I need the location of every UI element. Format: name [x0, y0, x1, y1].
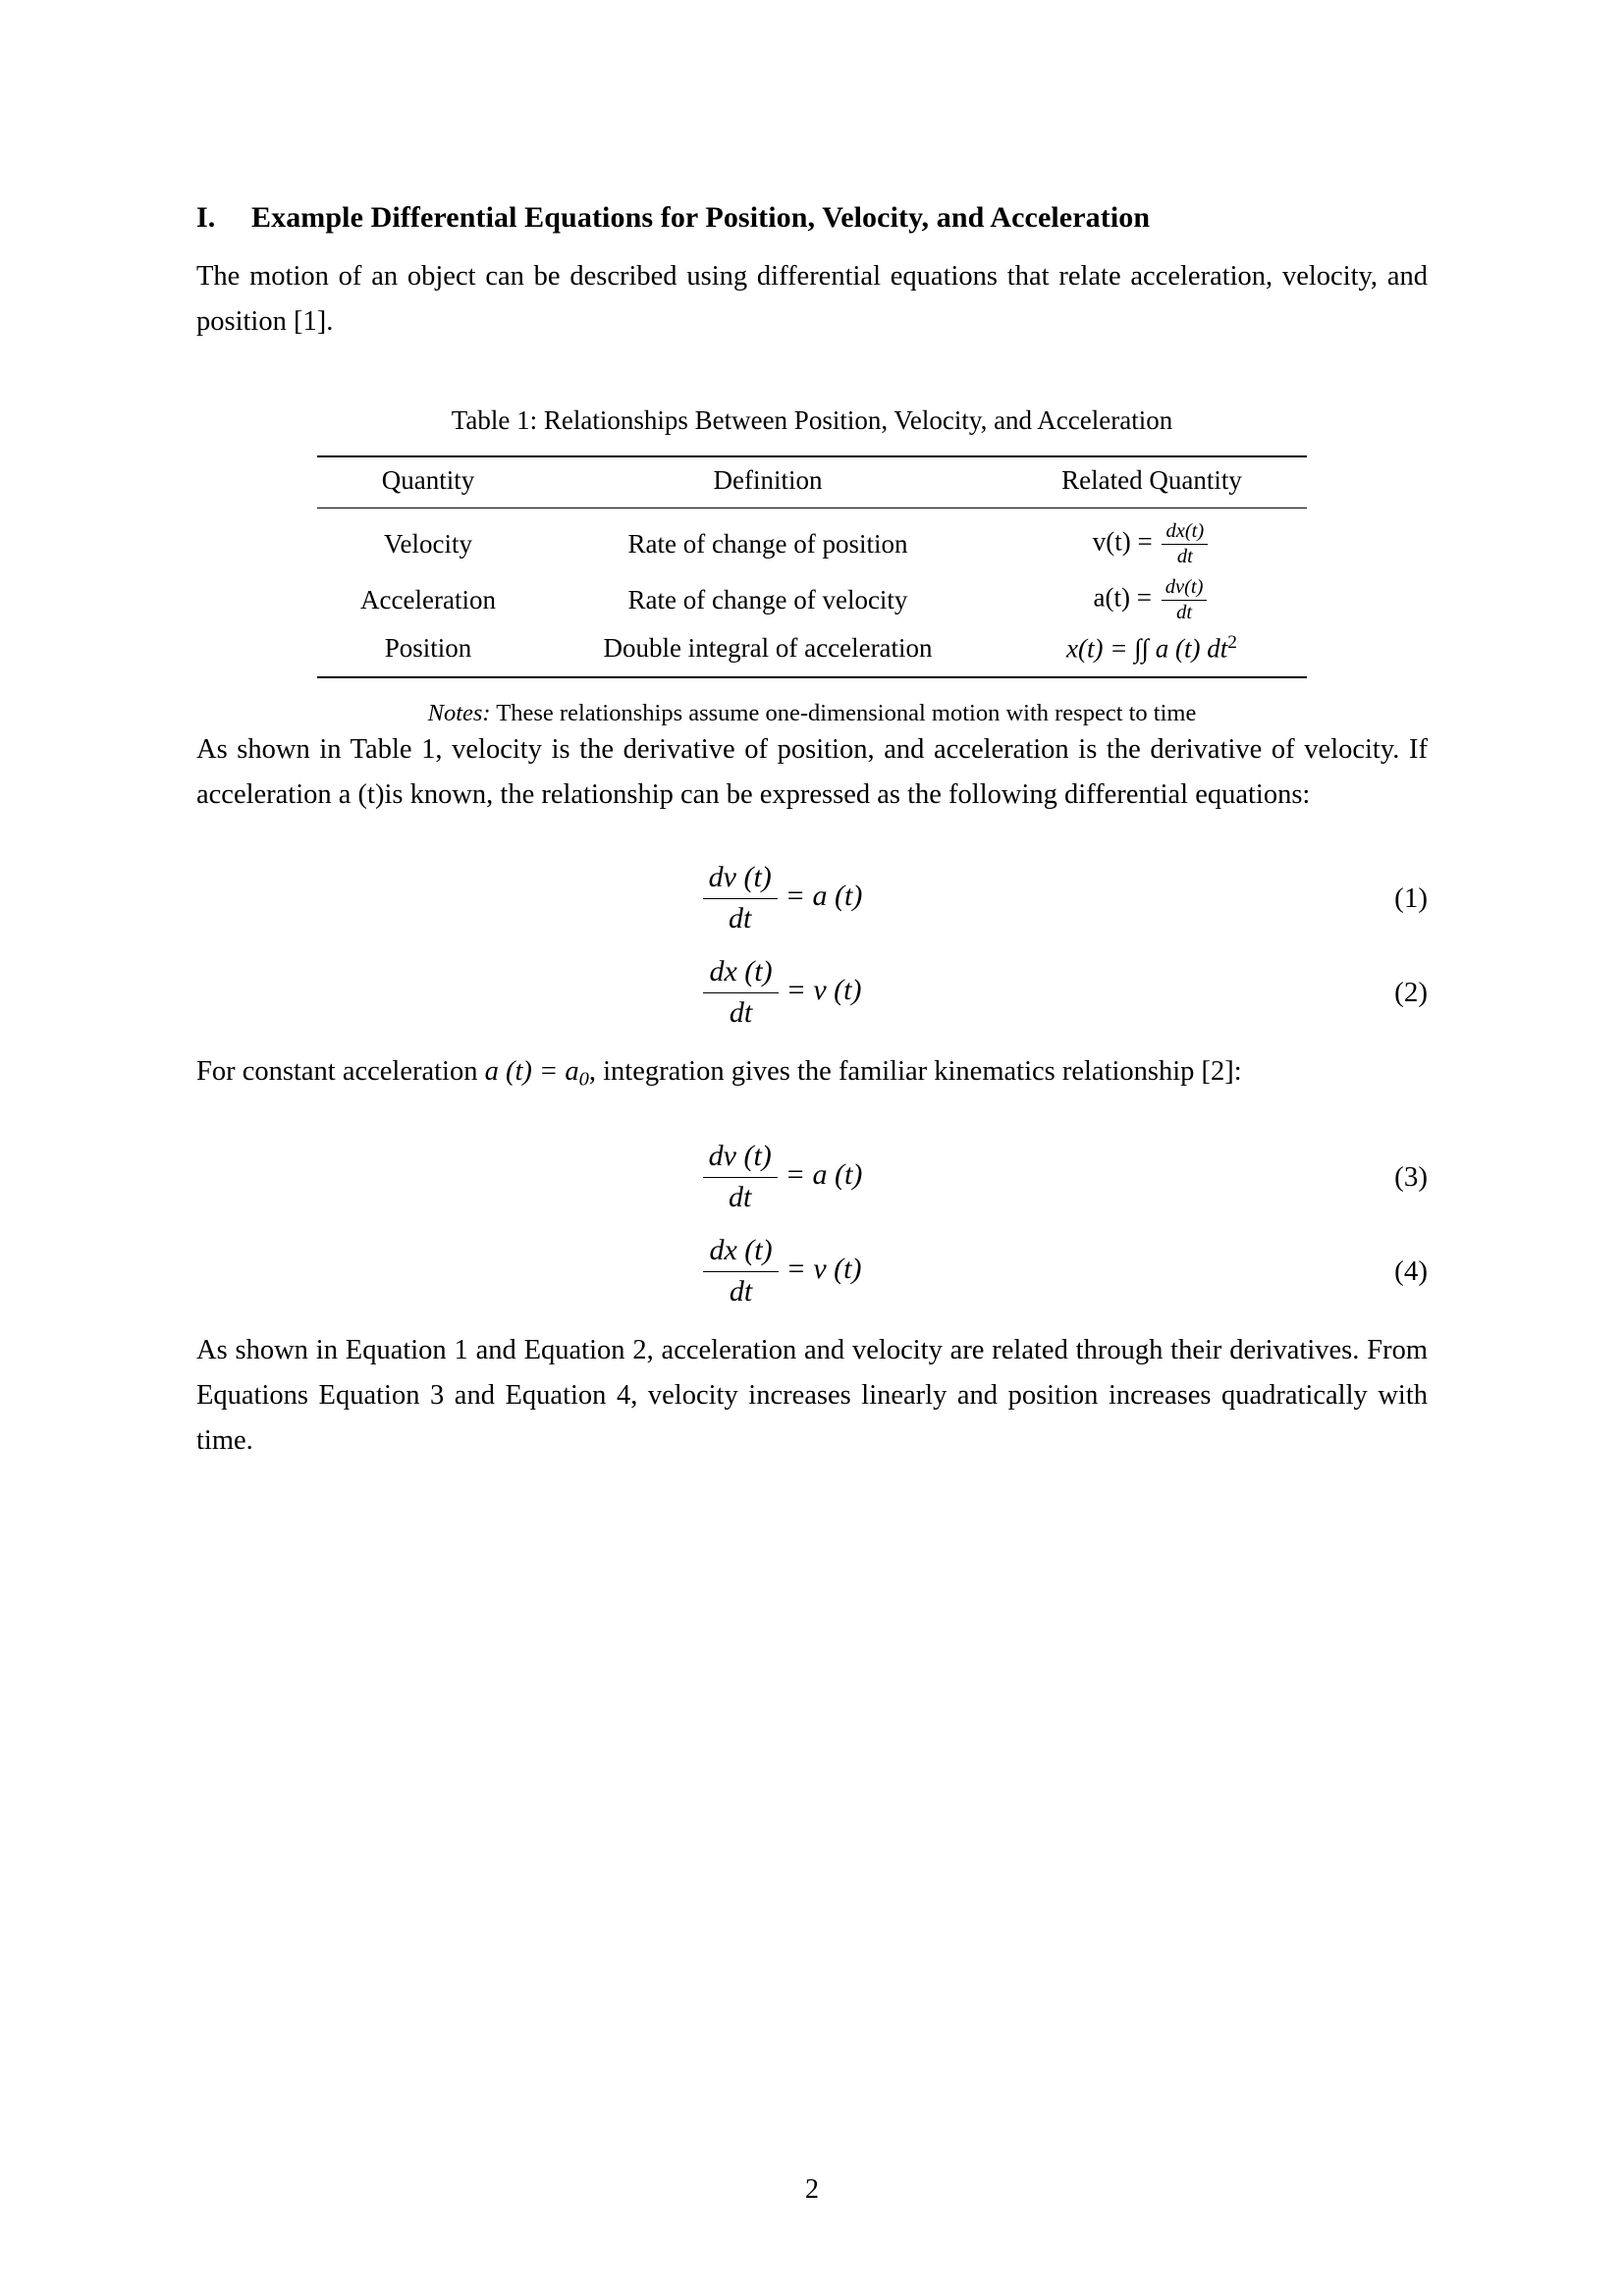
intro-paragraph: The motion of an object can be described using differential equations that relate acceleration, velocity, and position [1].	[196, 261, 1428, 338]
table-row	[317, 508, 1307, 572]
fraction-denominator: dt	[729, 1274, 753, 1308]
equation-rhs: = v (t)	[785, 1253, 862, 1286]
equation-tag: (4)	[1394, 1255, 1428, 1287]
equation-row	[196, 861, 1428, 955]
equation-body	[196, 955, 1428, 1031]
cell-definition: Rate of change of position	[539, 508, 997, 572]
equation-block-1	[196, 861, 1428, 1049]
fraction-denominator: dt	[1176, 602, 1193, 624]
fraction-numerator: dv(t)	[1162, 576, 1208, 601]
fraction-denominator: dt	[1176, 546, 1193, 568]
column-header-quantity: Quantity	[317, 456, 539, 508]
equation-row	[196, 1234, 1428, 1328]
related-lhs: x(t) = ∫∫ a (t) dt	[1066, 633, 1228, 664]
related-fraction	[1162, 576, 1208, 624]
cell-definition: Rate of change of velocity	[627, 585, 908, 615]
const-accel-subscript: 0	[578, 1068, 589, 1091]
fraction-numerator: dx (t)	[703, 955, 778, 993]
section-number: I.	[196, 201, 216, 234]
equation-body	[196, 1140, 1428, 1215]
table-notes-label: Notes:	[427, 699, 491, 726]
equation-tag: (1)	[1394, 881, 1428, 914]
fraction-numerator: dx(t)	[1162, 520, 1208, 545]
related-fraction	[1162, 520, 1208, 568]
table-header	[317, 456, 1307, 508]
fraction-denominator: dt	[729, 1180, 752, 1213]
column-header-related-quantity: Related Quantity	[997, 456, 1307, 508]
table-body	[317, 508, 1307, 677]
equation-fraction	[703, 955, 778, 1031]
cell-related-quantity	[997, 572, 1307, 628]
table-1-block	[196, 405, 1428, 726]
equation-rhs: = a (t)	[785, 880, 863, 913]
table-caption: Table 1: Relationships Between Position, Velocity, and Acceleration	[451, 405, 1173, 436]
equation-fraction	[703, 1234, 778, 1309]
related-lhs: a(t) =	[1093, 583, 1152, 614]
relationships-table	[317, 455, 1307, 677]
const-text-post: , integration gives the familiar kinematics relationship [2]:	[588, 1055, 1242, 1087]
cell-definition: Double integral of acceleration	[539, 628, 997, 676]
cell-related-quantity	[997, 508, 1307, 572]
equation-tag: (3)	[1394, 1160, 1428, 1193]
cell-quantity: Acceleration	[360, 585, 496, 615]
equation-body	[196, 861, 1428, 936]
cell-quantity: Position	[317, 628, 539, 676]
table-notes-text: These relationships assume one-dimensional motion with respect to time	[496, 699, 1197, 726]
column-header-definition: Definition	[539, 456, 997, 508]
const-accel-math: a (t) = a	[484, 1055, 579, 1087]
paragraph-after-table: As shown in Table 1, velocity is the derivative of position, and acceleration is the derivative of velocity. If acceleration a (t)is known, the relationship can be expressed as the following differential equations:	[196, 733, 1428, 810]
equation-rhs: = a (t)	[785, 1158, 863, 1192]
fraction-denominator: dt	[729, 901, 752, 934]
fraction-denominator: dt	[729, 995, 753, 1029]
fraction-numerator: dv (t)	[703, 1140, 778, 1178]
equation-rhs: = v (t)	[785, 974, 862, 1007]
section-title: Example Differential Equations for Position, Velocity, and Acceleration	[251, 201, 1151, 234]
page-number: 2	[805, 2174, 819, 2205]
const-text-pre: For constant acceleration	[196, 1055, 478, 1087]
table-header-row	[317, 456, 1307, 508]
table-notes	[196, 700, 1428, 727]
paragraph-constant-acceleration	[196, 1049, 1428, 1096]
table-row	[317, 572, 1307, 628]
related-exponent: 2	[1227, 632, 1237, 654]
equation-body	[196, 1234, 1428, 1309]
equation-row	[196, 955, 1428, 1049]
fraction-numerator: dx (t)	[703, 1234, 778, 1272]
cell-related-quantity	[997, 628, 1307, 676]
equation-row	[196, 1140, 1428, 1234]
equation-fraction	[703, 1140, 778, 1215]
equation-block-2	[196, 1140, 1428, 1328]
table-row	[317, 628, 1307, 676]
page-title	[196, 201, 1428, 235]
equation-tag: (2)	[1394, 976, 1428, 1008]
related-lhs: v(t) =	[1092, 527, 1153, 558]
final-paragraph: As shown in Equation 1 and Equation 2, acceleration and velocity are related through their derivatives. From Equations Equation 3 and Equation 4, velocity increases linearly and position increases quadratically with time.	[196, 1334, 1428, 1457]
cell-quantity: Velocity	[317, 508, 539, 572]
equation-fraction	[703, 861, 778, 936]
fraction-numerator: dv (t)	[703, 861, 778, 899]
